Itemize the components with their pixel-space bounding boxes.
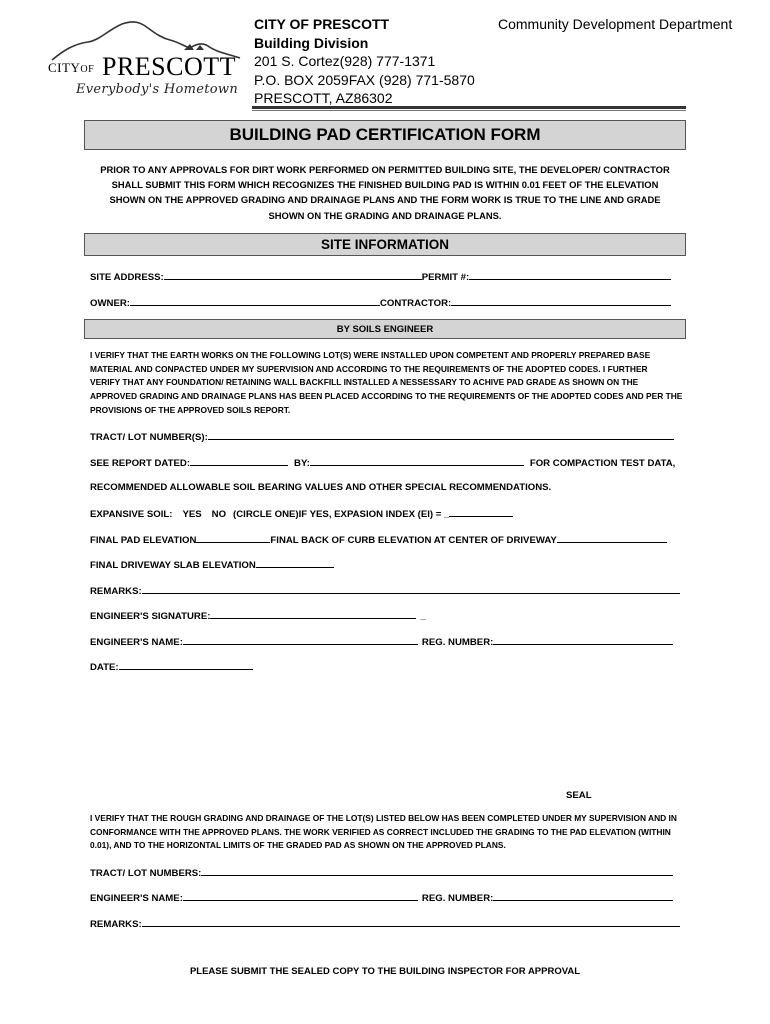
- intro-line: PRIOR TO ANY APPROVALS FOR DIRT WORK PERFORMED ON PERMITTED BUILDING SITE, THE DEVELOPER/ CONTRACTOR: [100, 164, 670, 175]
- rough-engineer-name-field[interactable]: [183, 891, 418, 901]
- header-pobox: P.O. BOX 2059FAX (928) 771-5870: [254, 71, 475, 88]
- verify-line: PROVISIONS OF THE APPROVED SOILS REPORT.: [90, 404, 291, 415]
- expansive-soil-row: [90, 507, 513, 520]
- report-dated-label: SEE REPORT DATED:: [90, 458, 191, 469]
- date-row: [90, 660, 253, 673]
- recommended-text: RECOMMENDED ALLOWABLE SOIL BEARING VALUES AND OTHER SPECIAL RECOMMENDATIONS.: [90, 482, 552, 493]
- final-slab-field[interactable]: [256, 558, 334, 568]
- verify-line: MATERIAL AND CONPACTED UNDER MY SUPERVISION AND ACCORDING TO THE REQUIREMENTS OF THE ADOPTED CODES. I FURTHER: [90, 363, 648, 374]
- rough-engineer-row: [90, 891, 673, 904]
- header-citystate: PRESCOTT, AZ86302: [254, 90, 393, 106]
- engineer-name-row: [90, 635, 673, 648]
- verify-line: CONFORMANCE WITH THE APPROVED PLANS. THE WORK VERIFIED AS CORRECT INCLUDED THE GRADING TO THE PAD ELEVATION (WITHIN: [90, 826, 671, 837]
- header-department: Community Development Department: [498, 16, 733, 32]
- rough-reg-label: REG. NUMBER:: [421, 893, 494, 904]
- remarks-row: [90, 584, 680, 597]
- verify-line: 0.01), AND TO THE HORIZONTAL LIMITS OF THE GRADED PAD AS SHOWN ON THE APPROVED PLANS.: [90, 840, 506, 851]
- engineer-name-label: ENGINEER'S NAME:: [90, 637, 183, 648]
- contractor-label: CONTRACTOR:: [379, 298, 452, 309]
- logo-city-text: CITYOF: [48, 60, 95, 75]
- report-dated-field[interactable]: [190, 456, 288, 466]
- tract-lot-row: [90, 430, 674, 443]
- report-dated-row: [90, 456, 675, 469]
- final-curb-label: FINAL BACK OF CURB ELEVATION AT CENTER OF DRIVEWAY: [270, 535, 557, 546]
- final-curb-field[interactable]: [557, 533, 667, 543]
- intro-line: SHOWN ON THE GRADING AND DRAINAGE PLANS.: [268, 209, 502, 221]
- site-address-row: [90, 270, 671, 283]
- header-divider: [252, 106, 686, 109]
- no-option[interactable]: NO: [211, 509, 227, 520]
- date-label: DATE:: [90, 662, 119, 673]
- signature-tail: _: [420, 611, 426, 622]
- rough-tract-row: [90, 866, 673, 879]
- verify-line: I VERIFY THAT THE EARTH WORKS ON THE FOLLOWING LOT(S) WERE INSTALLED UPON COMPETENT AND PROPERLY PREPARED BASE: [90, 350, 651, 360]
- circle-one-label: (CIRCLE ONE)IF YES, EXPASION INDEX (EI) = _: [233, 509, 450, 520]
- soils-engineer-heading: BY SOILS ENGINEER: [84, 319, 686, 339]
- reg-number-field[interactable]: [493, 635, 673, 645]
- header-divider-thin: [252, 110, 686, 111]
- rough-remarks-field[interactable]: [142, 917, 680, 927]
- by-label: BY:: [294, 458, 310, 469]
- signature-field[interactable]: [210, 609, 416, 619]
- rough-tract-label: TRACT/ LOT NUMBERS:: [90, 868, 202, 879]
- contractor-field[interactable]: [451, 296, 671, 306]
- submit-instruction: PLEASE SUBMIT THE SEALED COPY TO THE BUILDING INSPECTOR FOR APPROVAL: [189, 966, 581, 977]
- logo-name: PRESCOTT: [102, 52, 237, 81]
- verify-line: APPROVED GRADING AND DRAINAGE PLANS HAS BEEN PLACED ACCORDING TO THE REQUIREMENTS OF THE ADOPTED CODES AND PER THE: [90, 391, 683, 402]
- site-info-heading: SITE INFORMATION: [84, 233, 686, 256]
- remarks-label: REMARKS:: [90, 586, 142, 597]
- rough-remarks-label: REMARKS:: [90, 919, 142, 930]
- form-intro: [90, 162, 680, 223]
- header-address: 201 S. Cortez(928) 777-1371: [254, 53, 436, 69]
- rough-reg-field[interactable]: [493, 891, 673, 901]
- compaction-label: FOR COMPACTION TEST DATA,: [529, 458, 676, 469]
- final-slab-row: [90, 558, 334, 571]
- soils-verify-paragraph: [90, 349, 685, 418]
- final-slab-label: FINAL DRIVEWAY SLAB ELEVATION: [90, 560, 256, 571]
- site-address-label: SITE ADDRESS:: [90, 272, 164, 283]
- site-address-field[interactable]: [164, 270, 422, 280]
- owner-label: OWNER:: [90, 298, 130, 309]
- city-logo: [44, 14, 244, 102]
- remarks-field[interactable]: [142, 584, 680, 594]
- rough-engineer-name-label: ENGINEER'S NAME:: [90, 893, 183, 904]
- verify-line: VERIFY THAT ANY FOUNDATION/ RETAINING WALL BACKFILL INSTALLED A NESSESSARY TO ACHIVE PAD GRADE AS SHOWN ON THE: [90, 377, 639, 388]
- tract-lot-label: TRACT/ LOT NUMBER(S):: [90, 432, 208, 443]
- header-address-block: [254, 15, 475, 108]
- final-pad-row: [90, 533, 667, 546]
- expansive-label: EXPANSIVE SOIL:: [90, 509, 173, 520]
- logo-tagline: Everybody's Hometown: [76, 82, 239, 97]
- permit-field[interactable]: [469, 270, 671, 280]
- date-field[interactable]: [119, 660, 253, 670]
- intro-line: SHALL SUBMIT THIS FORM WHICH RECOGNIZES THE FINISHED BUILDING PAD IS WITHIN 0.01 FEET OF THE ELEVATION: [111, 179, 659, 191]
- engineer-signature-row: [90, 609, 426, 622]
- owner-field[interactable]: [130, 296, 380, 306]
- final-pad-field[interactable]: [196, 533, 270, 543]
- rough-verify-paragraph: [90, 812, 685, 853]
- yes-option[interactable]: YES: [182, 509, 202, 520]
- signature-label: ENGINEER'S SIGNATURE:: [90, 611, 211, 622]
- seal-label: SEAL: [566, 790, 592, 801]
- final-pad-label: FINAL PAD ELEVATION: [90, 535, 197, 546]
- form-title: BUILDING PAD CERTIFICATION FORM: [84, 120, 686, 150]
- header-division: Building Division: [254, 34, 369, 51]
- owner-row: [90, 296, 671, 309]
- engineer-name-field[interactable]: [183, 635, 418, 645]
- verify-line: I VERIFY THAT THE ROUGH GRADING AND DRAINAGE OF THE LOT(S) LISTED BELOW HAS BEEN COMPLETED UNDER MY SUPERVISION AND IN: [90, 813, 677, 823]
- reg-number-label: REG. NUMBER:: [421, 637, 494, 648]
- expansion-index-field[interactable]: [449, 507, 513, 517]
- rough-remarks-row: [90, 917, 680, 930]
- by-field[interactable]: [310, 456, 524, 466]
- rough-tract-field[interactable]: [201, 866, 673, 876]
- intro-line: SHOWN ON THE APPROVED GRADING AND DRAINAGE PLANS AND THE FORM WORK IS TRUE TO THE LINE AND GRADE: [109, 194, 661, 206]
- header-city: CITY OF PRESCOTT: [254, 16, 390, 32]
- tract-lot-field[interactable]: [208, 430, 674, 440]
- permit-label: PERMIT #:: [421, 272, 470, 283]
